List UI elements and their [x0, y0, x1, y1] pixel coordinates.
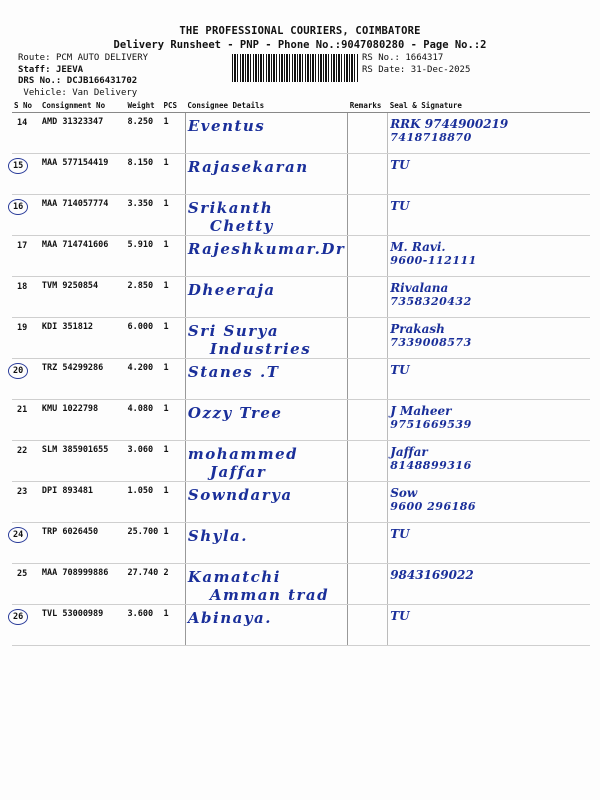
row-signature-handwritten: RRK 9744900219 7418718870 — [388, 113, 590, 154]
row-consignment-no: DPI 893481 — [40, 482, 126, 523]
row-signature-handwritten: TU — [388, 359, 590, 400]
col-sno: S No — [12, 98, 40, 113]
row-sno: 24 — [12, 523, 40, 564]
company-title: THE PROFESSIONAL COURIERS, COIMBATORE — [179, 25, 421, 37]
staff-value: JEEVA — [55, 64, 84, 75]
col-consignment: Consignment No — [40, 98, 126, 113]
col-weight: Weight — [126, 98, 162, 113]
row-consignee-handwritten: mohammed Jaffar — [185, 441, 347, 482]
row-remarks — [348, 523, 388, 564]
row-remarks — [348, 441, 388, 482]
row-consignment-no: TRZ 54299286 — [40, 359, 126, 400]
row-consignee-handwritten: Ozzy Tree — [185, 400, 347, 441]
row-weight: 1.050 — [126, 482, 162, 523]
vehicle-line: Vehicle: Van Delivery — [23, 87, 138, 98]
row-consignee-handwritten: Abinaya. — [185, 605, 347, 646]
row-consignee-handwritten: Sri Surya Industries — [185, 318, 347, 359]
row-remarks — [348, 154, 388, 195]
table-row — [12, 195, 590, 236]
row-signature-handwritten: Sow 9600 296186 — [388, 482, 590, 523]
row-signature-handwritten: M. Ravi. 9600-112111 — [388, 236, 590, 277]
route-staff-block — [18, 53, 148, 99]
drs-line: DRS No.: DCJB166431702 — [18, 76, 138, 86]
table-row — [12, 400, 590, 441]
row-remarks — [348, 113, 388, 154]
barcode — [232, 54, 358, 82]
row-sno: 20 — [12, 359, 40, 400]
row-consignment-no: MAA 714741606 — [40, 236, 126, 277]
row-pcs: 2 — [162, 564, 186, 605]
drs-value: DCJB166431702 — [66, 76, 138, 86]
rs-no-value: 1664317 — [405, 53, 444, 63]
col-signature: Seal & Signature — [388, 98, 590, 113]
row-weight: 3.600 — [126, 605, 162, 646]
row-signature-handwritten: TU — [388, 195, 590, 236]
table-row — [12, 236, 590, 277]
table-row — [12, 154, 590, 195]
row-signature-handwritten: Prakash 7339008573 — [388, 318, 590, 359]
row-pcs: 1 — [162, 400, 186, 441]
row-consignee-handwritten: Sowndarya — [185, 482, 347, 523]
row-sno: 26 — [12, 605, 40, 646]
runsheet-title: Delivery Runsheet - PNP - Phone No.:9047080280 - Page No.:2 — [113, 39, 487, 51]
rs-no-line: RS No.: 1664317 — [362, 53, 444, 63]
row-consignee-handwritten: Eventus — [185, 113, 347, 154]
row-pcs: 1 — [162, 482, 186, 523]
table-row — [12, 605, 590, 646]
row-remarks — [348, 318, 388, 359]
row-signature-handwritten: Jaffar 8148899316 — [388, 441, 590, 482]
row-consignee-handwritten: Srikanth Chetty — [185, 195, 347, 236]
row-consignee-handwritten: Dheeraja — [185, 277, 347, 318]
row-sno: 14 — [12, 113, 40, 154]
row-signature-handwritten: Rivalana 7358320432 — [388, 277, 590, 318]
rs-date-value: 31-Dec-2025 — [410, 64, 471, 75]
row-consignee-handwritten: Shyla. — [185, 523, 347, 564]
row-consignment-no: MAA 577154419 — [40, 154, 126, 195]
row-remarks — [348, 195, 388, 236]
row-remarks — [348, 236, 388, 277]
row-signature-handwritten: TU — [388, 154, 590, 195]
route-value: PCM AUTO DELIVERY — [55, 53, 149, 63]
col-remarks: Remarks — [348, 98, 388, 113]
row-consignment-no: TRP 6026450 — [40, 523, 126, 564]
row-weight: 2.850 — [126, 277, 162, 318]
table-row — [12, 564, 590, 605]
vehicle-value: Van Delivery — [72, 87, 138, 98]
row-sno: 18 — [12, 277, 40, 318]
row-signature-handwritten: J Maheer 9751669539 — [388, 400, 590, 441]
row-consignment-no: TVM 9250854 — [40, 277, 126, 318]
row-weight: 5.910 — [126, 236, 162, 277]
row-consignment-no: AMD 31323347 — [40, 113, 126, 154]
row-weight: 4.200 — [126, 359, 162, 400]
row-weight: 8.250 — [126, 113, 162, 154]
row-pcs: 1 — [162, 277, 186, 318]
row-consignment-no: KMU 1022798 — [40, 400, 126, 441]
row-remarks — [348, 564, 388, 605]
row-consignment-no: TVL 53000989 — [40, 605, 126, 646]
row-sno: 23 — [12, 482, 40, 523]
table-row — [12, 482, 590, 523]
table-row — [12, 523, 590, 564]
row-sno: 16 — [12, 195, 40, 236]
row-weight: 8.150 — [126, 154, 162, 195]
row-remarks — [348, 605, 388, 646]
table-row — [12, 441, 590, 482]
row-weight: 25.700 — [126, 523, 162, 564]
row-consignee-handwritten: Kamatchi Amman trad — [185, 564, 347, 605]
row-signature-handwritten: TU — [388, 523, 590, 564]
delivery-table — [12, 98, 590, 646]
row-weight: 6.000 — [126, 318, 162, 359]
route-line: Route: PCM AUTO DELIVERY — [18, 53, 149, 63]
row-sno: 19 — [12, 318, 40, 359]
row-consignee-handwritten: Stanes .T — [185, 359, 347, 400]
table-row — [12, 277, 590, 318]
table-header-row — [12, 98, 590, 113]
row-weight: 3.060 — [126, 441, 162, 482]
row-remarks — [348, 482, 388, 523]
row-pcs: 1 — [162, 523, 186, 564]
row-weight: 4.080 — [126, 400, 162, 441]
row-pcs: 1 — [162, 195, 186, 236]
row-consignment-no: MAA 714057774 — [40, 195, 126, 236]
rs-date-line: RS Date: 31-Dec-2025 — [362, 64, 471, 75]
table-body — [12, 113, 590, 646]
row-sno: 25 — [12, 564, 40, 605]
row-pcs: 1 — [162, 605, 186, 646]
table-row — [12, 318, 590, 359]
row-signature-handwritten: TU — [388, 605, 590, 646]
rs-info-block — [362, 53, 470, 76]
row-pcs: 1 — [162, 441, 186, 482]
row-weight: 27.740 — [126, 564, 162, 605]
row-pcs: 1 — [162, 154, 186, 195]
row-pcs: 1 — [162, 236, 186, 277]
row-sno: 21 — [12, 400, 40, 441]
col-consignee: Consignee Details — [185, 98, 347, 113]
row-sno: 17 — [12, 236, 40, 277]
table-row — [12, 113, 590, 154]
row-consignee-handwritten: Rajeshkumar.Dr — [185, 236, 347, 277]
table-row — [12, 359, 590, 400]
row-remarks — [348, 359, 388, 400]
row-consignment-no: MAA 708999886 — [40, 564, 126, 605]
row-consignment-no: KDI 351812 — [40, 318, 126, 359]
row-consignment-no: SLM 385901655 — [40, 441, 126, 482]
row-consignee-handwritten: Rajasekaran — [185, 154, 347, 195]
row-pcs: 1 — [162, 318, 186, 359]
row-pcs: 1 — [162, 359, 186, 400]
row-signature-handwritten: 9843169022 — [388, 564, 590, 605]
row-remarks — [348, 400, 388, 441]
row-pcs: 1 — [162, 113, 186, 154]
row-weight: 3.350 — [126, 195, 162, 236]
staff-line: Staff: JEEVA — [18, 64, 84, 75]
row-sno: 22 — [12, 441, 40, 482]
row-sno: 15 — [12, 154, 40, 195]
row-remarks — [348, 277, 388, 318]
col-pcs: PCS — [162, 98, 186, 113]
